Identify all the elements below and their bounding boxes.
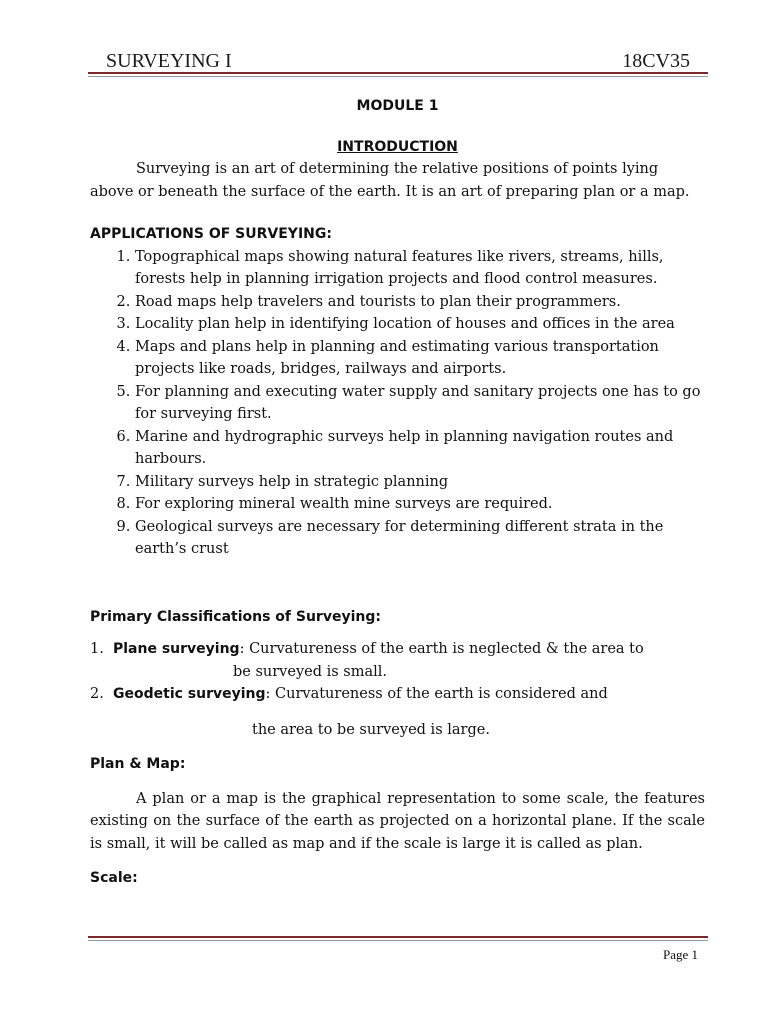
module-title: MODULE 1 bbox=[356, 98, 439, 114]
list-item: 6. Marine and hydrographic surveys help in planning navigation routes and harbours. bbox=[135, 426, 705, 471]
plan-paragraph: A plan or a map is the graphical representation to some scale, the features existing on the surface of the earth as projected on a horizontal plane. If the scale is small, it will be called as map and if the scale is large it is called as plan. bbox=[90, 790, 705, 852]
classification-list bbox=[90, 638, 705, 741]
list-item: 5. For planning and executing water supply and sanitary projects one has to go for surveying first. bbox=[135, 381, 705, 426]
page-number: Page 1 bbox=[662, 947, 698, 962]
footer-rule-thin bbox=[88, 940, 708, 941]
header-title: SURVEYING I bbox=[106, 50, 232, 72]
item-text bbox=[113, 638, 644, 661]
intro-paragraph: Surveying is an art of determining the relative positions of points lying above or beneath the surface of the earth. It is an art of preparing plan or a map. bbox=[90, 161, 690, 200]
page-content bbox=[90, 95, 705, 890]
item-number: 1. bbox=[90, 641, 104, 657]
term: Plane surveying bbox=[113, 641, 240, 657]
intro-heading: INTRODUCTION bbox=[337, 138, 458, 155]
classification-item-plane bbox=[90, 638, 705, 661]
header-course-code: 18CV35 bbox=[622, 50, 690, 72]
applications-heading: APPLICATIONS OF SURVEYING: bbox=[90, 226, 332, 242]
classification-desc-cont: be surveyed is small. bbox=[233, 663, 388, 680]
term: Geodetic surveying bbox=[113, 686, 266, 702]
list-item: 3. Locality plan help in identifying location of houses and offices in the area bbox=[135, 313, 705, 336]
item-text bbox=[113, 683, 608, 706]
classification-desc-cont: the area to be surveyed is large. bbox=[252, 721, 490, 738]
classification-heading: Primary Classifications of Surveying: bbox=[90, 608, 381, 625]
plan-heading: Plan & Map: bbox=[90, 756, 186, 772]
desc: : Curvatureness of the earth is considered and bbox=[265, 686, 608, 702]
footer-rule bbox=[88, 936, 708, 938]
list-item: 4. Maps and plans help in planning and estimating various transportation projects like roads, bridges, railways and airports. bbox=[135, 336, 705, 381]
list-item: 9. Geological surveys are necessary for determining different strata in the earth’s crust bbox=[135, 516, 705, 561]
item-number: 2. bbox=[90, 686, 104, 702]
header-rule bbox=[88, 72, 708, 74]
desc: : Curvatureness of the earth is neglected & the area to bbox=[239, 641, 644, 657]
scale-heading: Scale: bbox=[90, 870, 138, 886]
classification-item-geodetic bbox=[90, 683, 705, 706]
list-item: 2. Road maps help travelers and tourists to plan their programmers. bbox=[135, 291, 705, 314]
applications-list bbox=[90, 246, 705, 561]
list-item: 7. Military surveys help in strategic planning bbox=[135, 471, 705, 494]
list-item: 1. Topographical maps showing natural features like rivers, streams, hills, forests help in planning irrigation projects and flood control measures. bbox=[135, 246, 705, 291]
list-item: 8. For exploring mineral wealth mine surveys are required. bbox=[135, 493, 705, 516]
header-rule-thin bbox=[88, 76, 708, 77]
